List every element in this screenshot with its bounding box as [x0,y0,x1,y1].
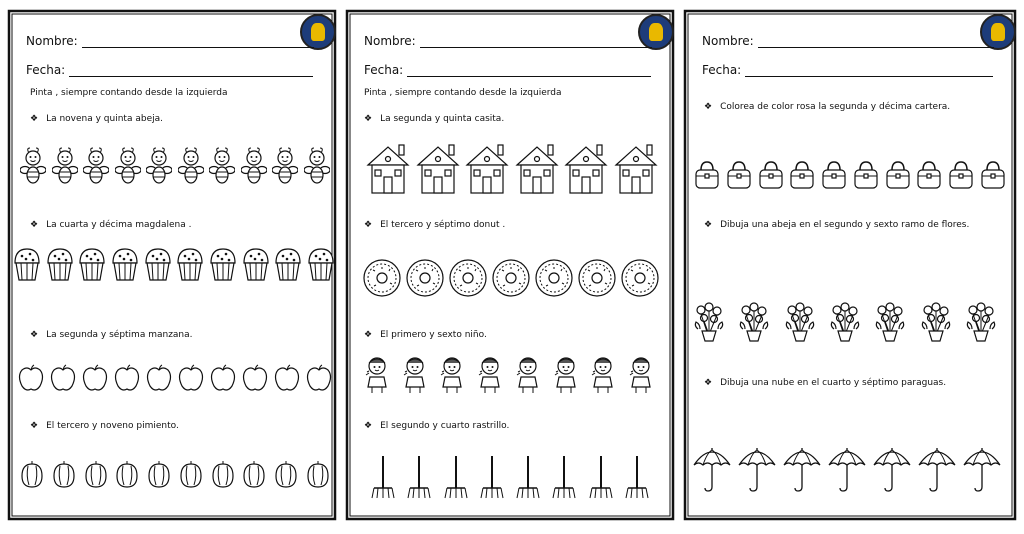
task-2 [364,220,505,230]
cupcake-icon[interactable] [306,245,336,283]
purse-icon[interactable] [726,160,752,190]
pepper-row [20,458,330,490]
task-text: El tercero y séptimo donut . [380,220,506,230]
bee-row [20,146,330,188]
diamond-bullet-icon: ❖ [30,220,39,230]
purse-icon[interactable] [980,160,1006,190]
rake-icon[interactable] [624,454,650,500]
bee-icon[interactable] [241,147,267,187]
task-3 [704,378,946,388]
purse-icon[interactable] [789,160,815,190]
date-label: Fecha: [364,63,404,77]
cupcake-icon[interactable] [273,245,303,283]
pepper-icon[interactable] [211,459,235,489]
rake-icon[interactable] [588,454,614,500]
child-icon[interactable] [553,355,579,395]
apple-icon[interactable] [18,363,44,393]
bee-icon[interactable] [304,147,330,187]
name-field[interactable] [364,34,652,48]
pepper-icon[interactable] [147,459,171,489]
umbrella-row [692,444,1002,494]
rake-icon[interactable] [406,454,432,500]
rake-row [370,454,650,500]
name-label: Nombre: [364,34,416,48]
diamond-bullet-icon: ❖ [364,330,373,340]
rake-icon[interactable] [443,454,469,500]
name-label: Nombre: [702,34,754,48]
purse-row [694,158,1006,192]
apple-row [18,362,332,394]
pepper-icon[interactable] [179,459,203,489]
flower-bouquet-icon[interactable] [737,301,771,343]
umbrella-icon[interactable] [872,445,912,493]
diamond-bullet-icon: ❖ [30,421,39,431]
donut-row [362,256,660,300]
instruction: Pinta , siempre contando desde la izquierda [30,88,228,98]
cupcake-icon[interactable] [12,245,42,283]
date-field[interactable] [364,63,651,77]
diamond-bullet-icon: ❖ [30,114,39,124]
purse-icon[interactable] [821,160,847,190]
donut-icon[interactable] [620,258,660,298]
apple-icon[interactable] [242,363,268,393]
task-text: Colorea de color rosa la segunda y décima cartera. [720,102,951,112]
task-text: La novena y quinta abeja. [46,114,163,124]
bee-icon[interactable] [272,147,298,187]
task-text: El primero y sexto niño. [380,330,487,340]
date-line[interactable] [407,66,651,77]
bee-icon[interactable] [52,147,78,187]
flower-bouquet-icon[interactable] [783,301,817,343]
flower-bouquet-icon[interactable] [919,301,953,343]
cupcake-icon[interactable] [143,245,173,283]
flower-bouquet-icon[interactable] [692,301,726,343]
pepper-icon[interactable] [306,459,330,489]
umbrella-icon[interactable] [962,445,1002,493]
apple-icon[interactable] [82,363,108,393]
pepper-icon[interactable] [52,459,76,489]
diamond-bullet-icon: ❖ [364,421,373,431]
task-4 [364,421,509,431]
task-text: Dibuja una abeja en el segundo y sexto ramo de flores. [720,220,970,230]
name-line[interactable] [758,37,994,48]
task-text: El segundo y cuarto rastrillo. [380,421,510,431]
date-label: Fecha: [26,63,66,77]
worksheet-1 [6,8,338,522]
donut-icon[interactable] [405,258,445,298]
umbrella-icon[interactable] [692,445,732,493]
name-line[interactable] [82,37,314,48]
bee-icon[interactable] [115,147,141,187]
child-icon[interactable] [439,355,465,395]
purse-icon[interactable] [694,160,720,190]
task-1 [30,114,163,124]
cupcake-icon[interactable] [110,245,140,283]
house-icon[interactable] [564,141,608,195]
pepper-icon[interactable] [274,459,298,489]
house-icon[interactable] [465,141,509,195]
purse-icon[interactable] [916,160,942,190]
date-label: Fecha: [702,63,742,77]
house-icon[interactable] [515,141,559,195]
bee-icon[interactable] [83,147,109,187]
apple-icon[interactable] [306,363,332,393]
pepper-icon[interactable] [242,459,266,489]
date-line[interactable] [69,66,313,77]
house-icon[interactable] [614,141,658,195]
flower-row [692,300,998,344]
cupcake-row [12,244,336,284]
diamond-bullet-icon: ❖ [364,114,373,124]
task-3 [30,330,193,340]
purse-icon[interactable] [948,160,974,190]
rake-icon[interactable] [479,454,505,500]
diamond-bullet-icon: ❖ [704,378,713,388]
donut-icon[interactable] [534,258,574,298]
purse-icon[interactable] [885,160,911,190]
flower-bouquet-icon[interactable] [873,301,907,343]
name-label: Nombre: [26,34,78,48]
date-field[interactable] [26,63,313,77]
task-1 [364,114,504,124]
child-icon[interactable] [477,355,503,395]
task-4 [30,421,179,431]
name-field[interactable] [26,34,314,48]
task-text: El tercero y noveno pimiento. [46,421,179,431]
child-icon[interactable] [515,355,541,395]
date-line[interactable] [745,66,993,77]
apple-icon[interactable] [178,363,204,393]
house-icon[interactable] [416,141,460,195]
umbrella-icon[interactable] [917,445,957,493]
umbrella-icon[interactable] [782,445,822,493]
instruction: Pinta , siempre contando desde la izquierda [364,88,562,98]
donut-icon[interactable] [491,258,531,298]
cupcake-icon[interactable] [175,245,205,283]
bee-icon[interactable] [178,147,204,187]
pepper-icon[interactable] [115,459,139,489]
child-icon[interactable] [402,355,428,395]
task-2 [30,220,191,230]
name-line[interactable] [420,37,652,48]
worksheet-3 [682,8,1018,522]
purse-icon[interactable] [758,160,784,190]
bee-icon[interactable] [20,147,46,187]
rake-icon[interactable] [551,454,577,500]
task-3 [364,330,487,340]
child-icon[interactable] [364,355,390,395]
task-text: Dibuja una nube en el cuarto y séptimo paraguas. [720,378,947,388]
task-text: La segunda y quinta casita. [380,114,505,124]
pepper-icon[interactable] [84,459,108,489]
apple-icon[interactable] [210,363,236,393]
diamond-bullet-icon: ❖ [30,330,39,340]
donut-icon[interactable] [448,258,488,298]
cupcake-icon[interactable] [45,245,75,283]
cupcake-icon[interactable] [241,245,271,283]
rake-icon[interactable] [370,454,396,500]
apple-icon[interactable] [50,363,76,393]
name-field[interactable] [702,34,994,48]
purse-icon[interactable] [853,160,879,190]
apple-icon[interactable] [114,363,140,393]
donut-icon[interactable] [362,258,402,298]
task-text: La cuarta y décima magdalena . [46,220,192,230]
bee-icon[interactable] [209,147,235,187]
house-row [366,140,658,196]
bee-icon[interactable] [146,147,172,187]
task-2 [704,220,969,230]
cupcake-icon[interactable] [77,245,107,283]
diamond-bullet-icon: ❖ [364,220,373,230]
date-field[interactable] [702,63,993,77]
diamond-bullet-icon: ❖ [704,220,713,230]
task-1 [704,102,950,112]
cupcake-icon[interactable] [208,245,238,283]
apple-icon[interactable] [274,363,300,393]
flower-bouquet-icon[interactable] [828,301,862,343]
child-icon[interactable] [628,355,654,395]
rake-icon[interactable] [515,454,541,500]
umbrella-icon[interactable] [827,445,867,493]
child-row [364,354,654,396]
worksheet-2 [344,8,676,522]
umbrella-icon[interactable] [737,445,777,493]
pepper-icon[interactable] [20,459,44,489]
apple-icon[interactable] [146,363,172,393]
donut-icon[interactable] [577,258,617,298]
task-text: La segunda y séptima manzana. [46,330,193,340]
house-icon[interactable] [366,141,410,195]
flower-bouquet-icon[interactable] [964,301,998,343]
child-icon[interactable] [590,355,616,395]
diamond-bullet-icon: ❖ [704,102,713,112]
